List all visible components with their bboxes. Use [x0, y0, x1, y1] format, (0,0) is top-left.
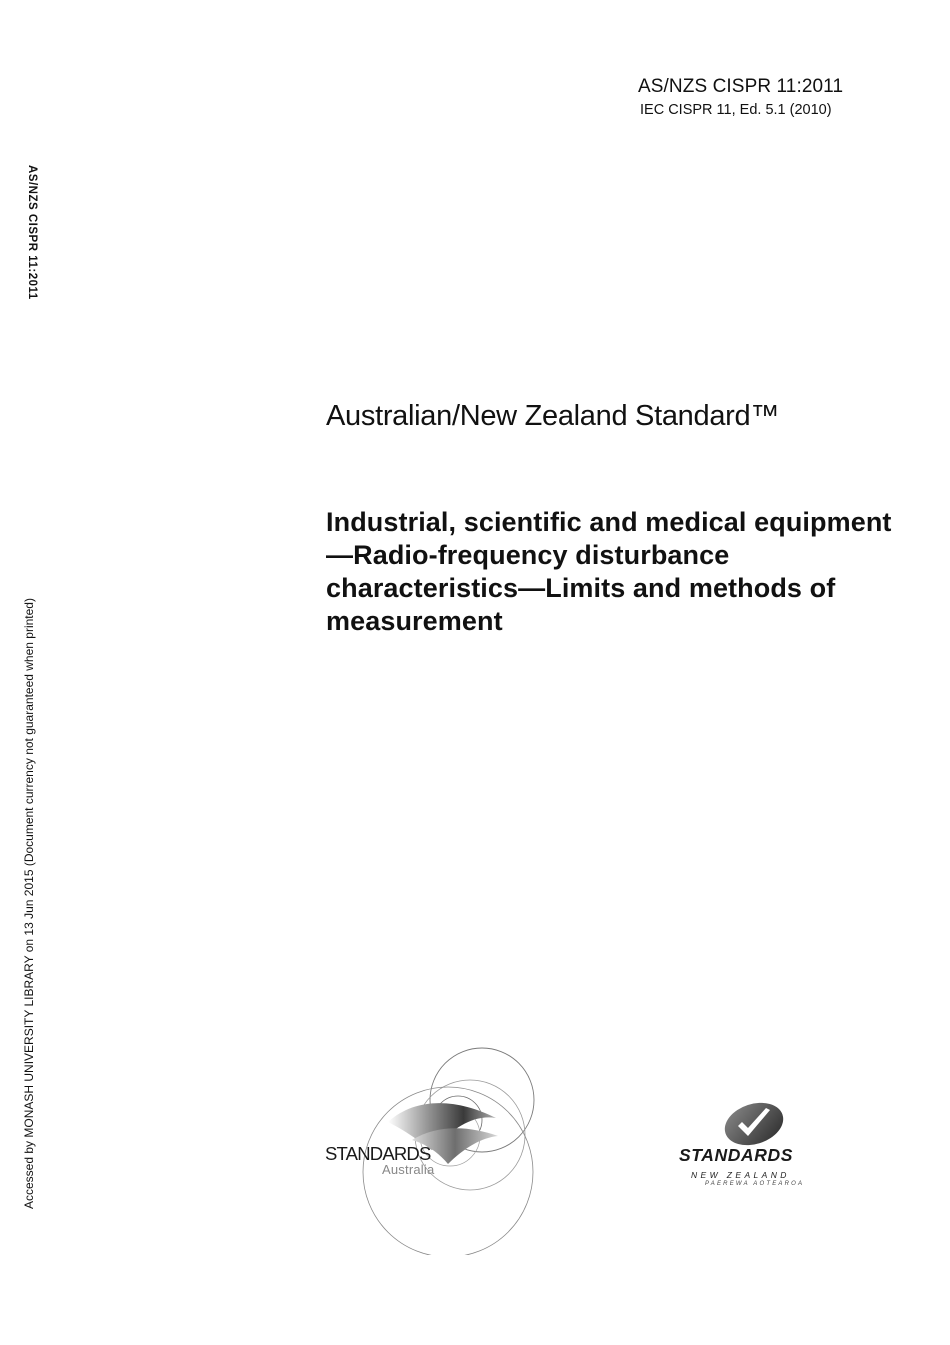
spine-label: AS/NZS CISPR 11:2011: [26, 165, 38, 300]
standards-nz-sub-maori: PAEREWA AOTEAROA: [705, 1181, 805, 1187]
standards-nz-sub: NEW ZEALAND: [691, 1170, 790, 1180]
standards-nz-name: STANDARDS: [679, 1145, 793, 1165]
standards-australia-name: STANDARDS: [325, 1143, 431, 1164]
access-note: Accessed by MONASH UNIVERSITY LIBRARY on 13 Jun 2015 (Document currency not guaranteed when printed): [22, 598, 36, 1209]
document-title: Industrial, scientific and medical equipment—Radio-frequency disturbance characteristics—Limits and methods of measurement: [326, 507, 892, 636]
series-title: Australian/New Zealand Standard™: [326, 400, 780, 432]
standards-australia-sub: Australia: [382, 1162, 435, 1177]
standard-number: AS/NZS CISPR 11:2011: [638, 76, 844, 97]
iec-reference: IEC CISPR 11, Ed. 5.1 (2010): [640, 102, 832, 118]
